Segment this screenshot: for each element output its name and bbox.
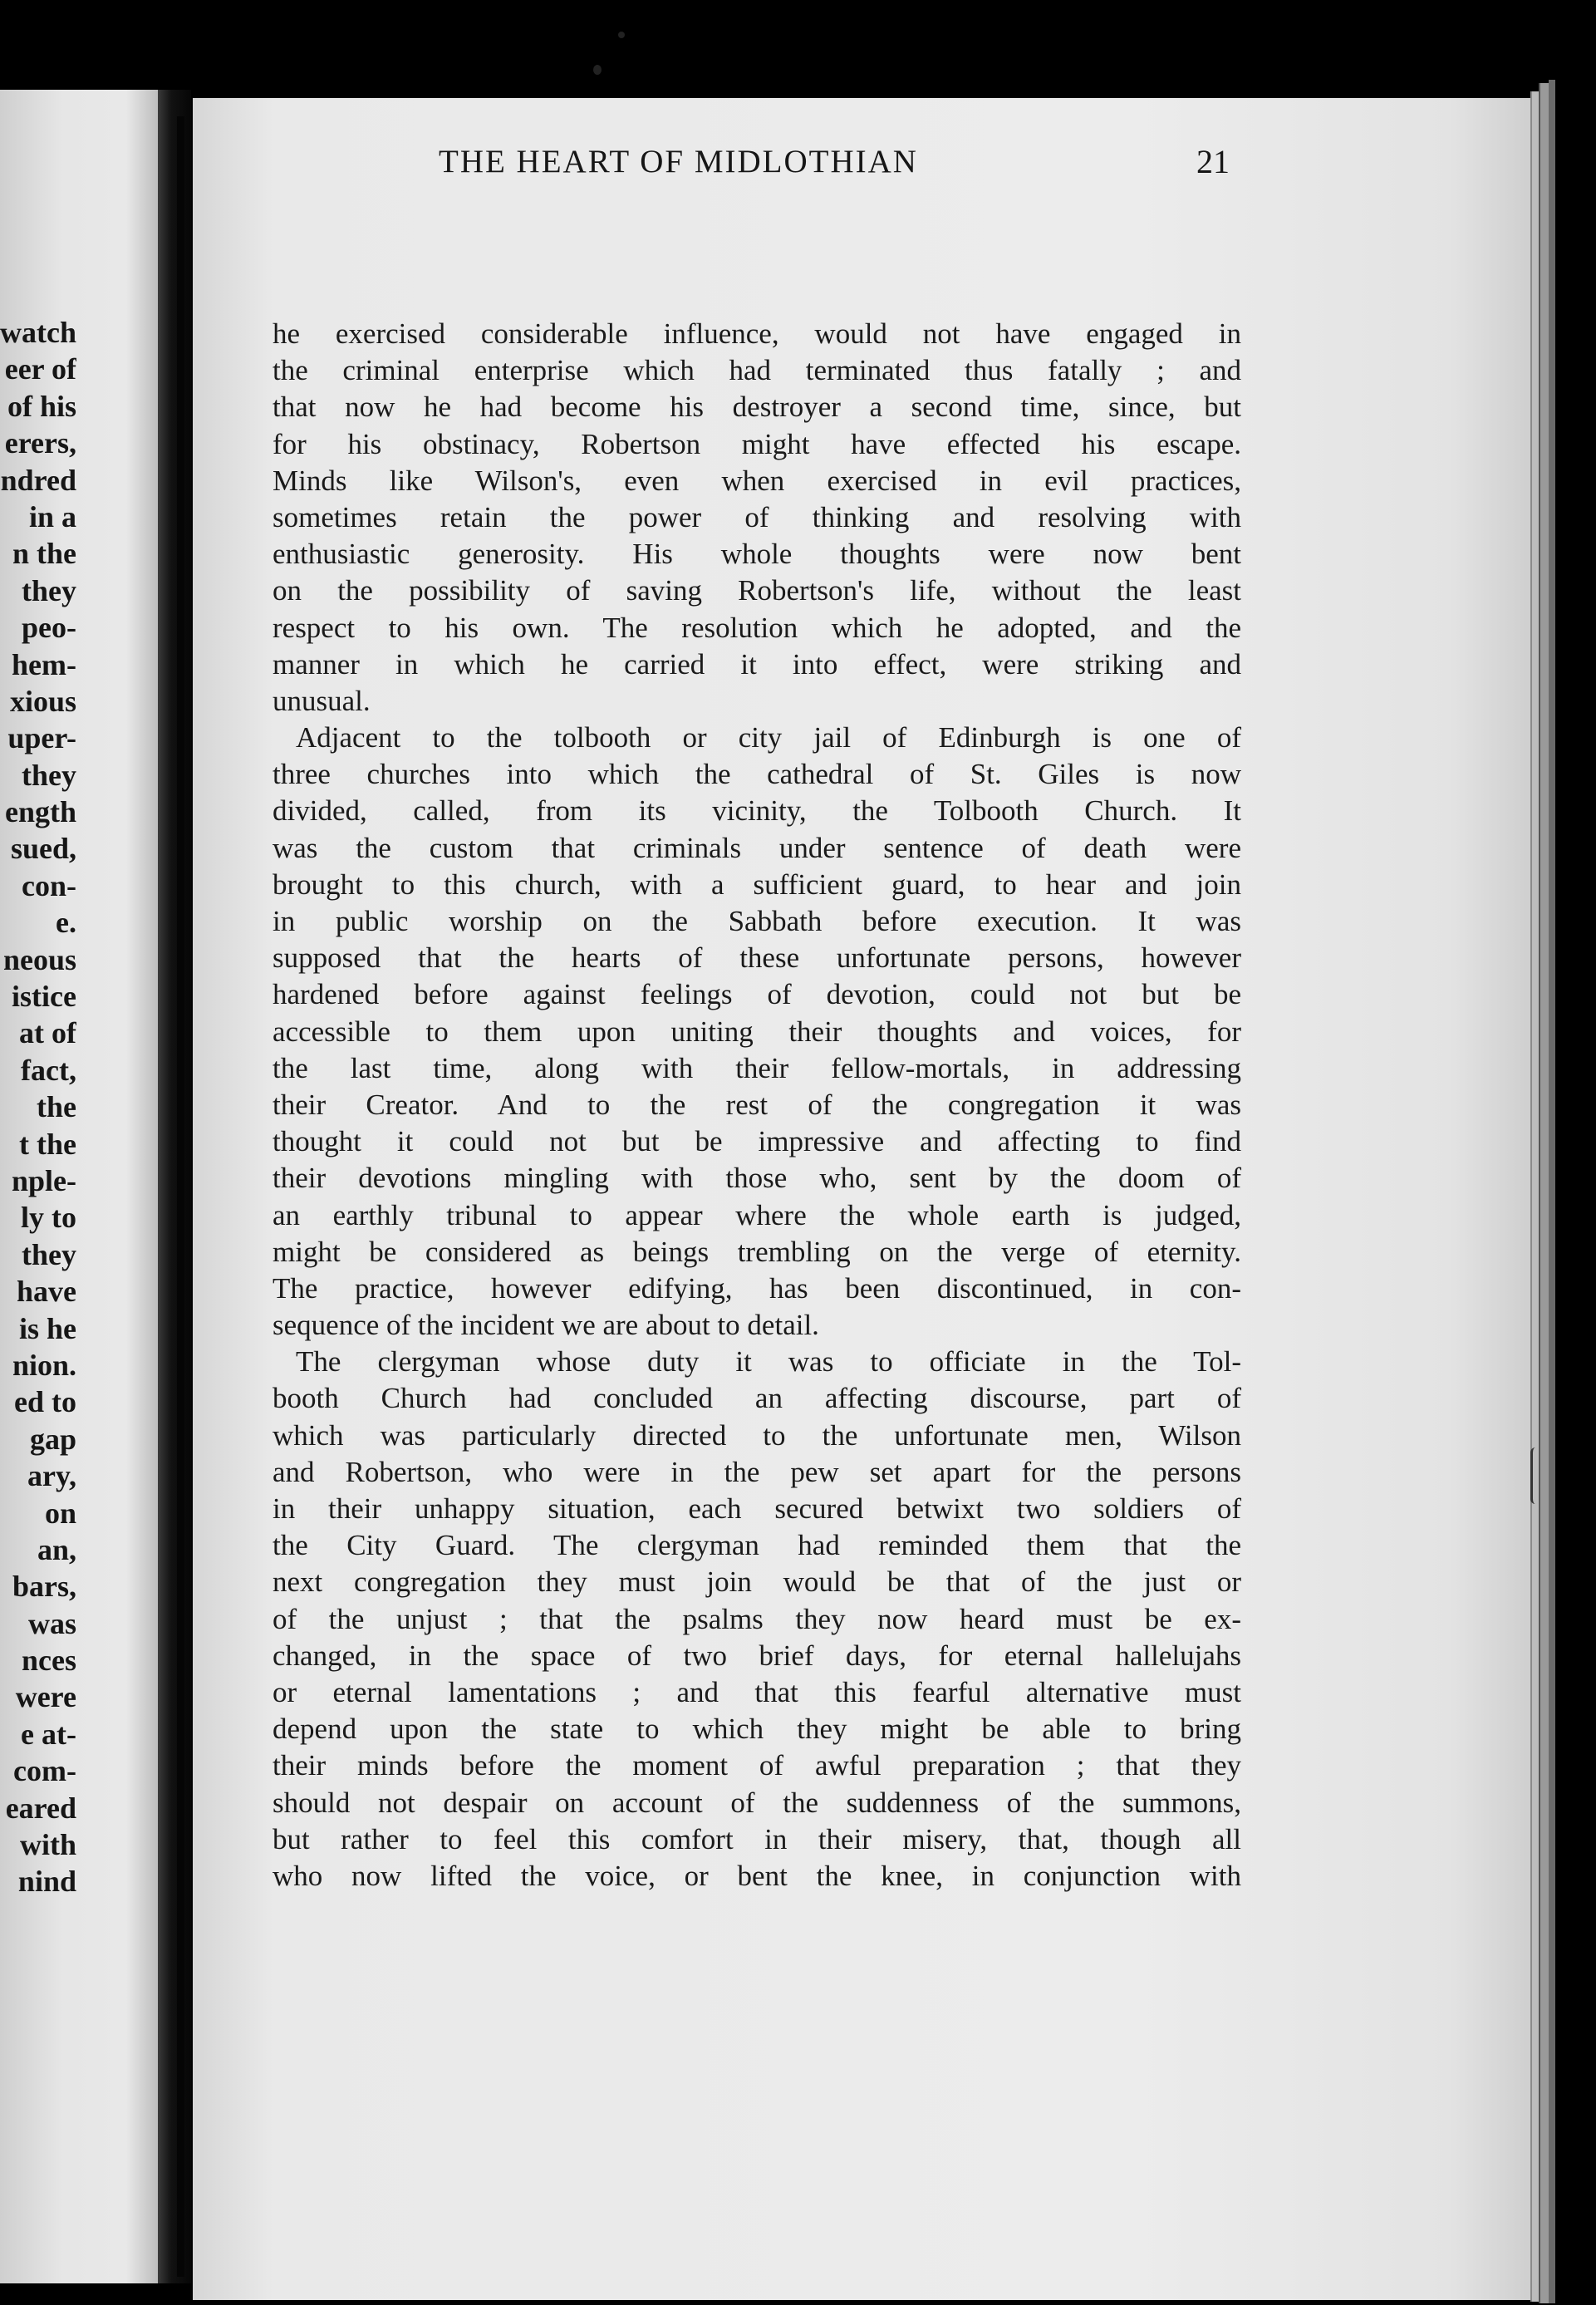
text-line: for his obstinacy, Robertson might have effected his escape. [273,427,1241,460]
text-line: and Robertson, who were in the pew set apart for the persons [273,1455,1241,1488]
text-line: manner in which he carried it into effect, were striking and [273,647,1241,681]
text-line: might be considered as beings trembling on the verge of eternity. [273,1235,1241,1268]
previous-page-line: ly to [21,1201,76,1235]
previous-page-line: is he [18,1311,76,1345]
text-line: next congregation they must join would be that of the just or [273,1565,1241,1599]
text-line: but rather to feel this comfort in their misery, that, though all [273,1822,1241,1855]
previous-page-line: with [19,1828,76,1862]
page-edge [1530,91,1539,2302]
margin-mark [1530,1447,1538,1504]
previous-page-line: nion. [12,1348,76,1382]
ink-speck [618,32,625,38]
previous-page-line: uper- [7,721,76,755]
page-edge [1539,83,1549,2303]
previous-page-line: watch [0,316,76,349]
text-line: unusual. [273,684,371,717]
previous-page-line: nind [17,1865,76,1899]
running-head-title: THE HEART OF MIDLOTHIAN [439,144,918,179]
text-line: sometimes retain the power of thinking and resolving with [273,500,1241,533]
previous-page-line: was [27,1606,76,1640]
text-line: The clergyman whose duty it was to officiate in the Tol- [296,1345,1241,1379]
previous-page-line: sued, [10,832,76,866]
text-line: the last time, along with their fellow-mortals, in addressing [273,1051,1241,1084]
previous-page-line: t the [19,1127,76,1161]
text-line: their Creator. And to the rest of the congregation it was [273,1088,1241,1121]
text-line: he exercised considerable influence, would not have engaged in [273,317,1241,350]
previous-page-line: istice [12,980,76,1014]
text-line: in public worship on the Sabbath before execution. It was [273,905,1241,937]
text-line: The practice, however edifying, has been discontinued, in con- [273,1271,1241,1305]
gutter-shadow [177,116,184,2277]
book-gutter [158,90,191,2283]
text-line: respect to his own. The resolution which he adopted, and the [273,611,1241,644]
text-line: that now he had become his destroyer a second time, since, but [273,391,1241,424]
previous-page-line: ary, [27,1459,76,1493]
text-line: in their unhappy situation, each secured betwixt two soldiers of [273,1492,1241,1525]
text-line: divided, called, from its vicinity, the Tolbooth Church. It [273,794,1241,828]
previous-page-line: neous [2,942,76,976]
previous-page-line: eared [5,1791,76,1825]
text-line: changed, in the space of two brief days, for eternal hallelujahs [273,1639,1241,1672]
text-line: which was particularly directed to the unfortunate men, Wilson [273,1418,1241,1452]
previous-page-line: con- [22,868,76,902]
text-line: brought to this church, with a sufficient guard, to hear and join [273,867,1241,901]
previous-page-line: of his [7,389,76,423]
previous-page-line: e. [56,906,76,940]
previous-page-line: fact, [21,1053,76,1087]
previous-page-line: they [22,573,76,607]
text-line: the City Guard. The clergyman had reminded them that the [273,1529,1241,1562]
previous-page-line: com- [13,1754,76,1788]
previous-page-line: nple- [11,1163,76,1197]
text-line: who now lifted the voice, or bent the knee, in conjunction with [273,1859,1241,1892]
body-text [273,316,1241,1895]
text-line: their devotions mingling with those who, sent by the doom of [273,1162,1241,1195]
previous-page-line: peo- [22,611,76,645]
previous-page-line: on [44,1496,76,1530]
page-number: 21 [1196,143,1230,180]
text-line: Adjacent to the tolbooth or city jail of Edinburgh is one of [296,721,1241,754]
previous-page-line: ength [4,795,76,829]
previous-page-line: ed to [14,1385,76,1419]
text-line: their minds before the moment of awful preparation ; that they [273,1749,1241,1782]
text-line: sequence of the incident we are about to detail. [273,1309,819,1342]
previous-page-line: they [22,1237,76,1271]
text-line: on the possibility of saving Robertson's life, without the least [273,574,1241,607]
running-head [0,143,1596,181]
previous-page-line: hem- [12,647,76,681]
previous-page-line: were [15,1680,76,1714]
previous-page-line: have [17,1275,76,1309]
ink-speck [593,65,602,75]
text-line: supposed that the hearts of these unfortunate persons, however [273,941,1241,975]
previous-page-line: eer of [4,352,76,386]
page-edge [1549,80,1555,2303]
text-line: of the unjust ; that the psalms they now heard must be ex- [273,1602,1241,1635]
previous-page-line: e at- [21,1717,76,1751]
text-line: an earthly tribunal to appear where the whole earth is judged, [273,1198,1241,1231]
text-line: should not despair on account of the suddenness of the summons, [273,1786,1241,1819]
text-line: the criminal enterprise which had terminated thus fatally ; and [273,354,1241,387]
previous-page-line: gap [29,1422,76,1456]
previous-page-line: in a [28,499,76,533]
previous-page-text [0,314,76,1900]
text-line: was the custom that criminals under sentence of death were [273,831,1241,864]
previous-page-line: ndred [0,463,76,497]
text-line: or eternal lamentations ; and that this fearful alternative must [273,1675,1241,1708]
previous-page-line: erers, [4,426,76,460]
text-line: accessible to them upon uniting their thoughts and voices, for [273,1015,1241,1048]
previous-page-line: bars, [12,1570,76,1604]
previous-page-fragment [0,90,158,2283]
previous-page-line: they [22,758,76,792]
text-line: depend upon the state to which they might be able to bring [273,1713,1241,1746]
previous-page-line: xious [9,684,76,718]
text-line: hardened before against feelings of devotion, could not but be [273,978,1241,1011]
text-line: enthusiastic generosity. His whole thoughts were now bent [273,538,1241,571]
text-line: Minds like Wilson's, even when exercised in evil practices, [273,464,1241,497]
previous-page-line: at of [19,1016,76,1050]
text-line: thought it could not but be impressive and affecting to find [273,1125,1241,1158]
previous-page-line: the [37,1090,76,1124]
previous-page-line: an, [37,1532,76,1566]
text-line: booth Church had concluded an affecting discourse, part of [273,1382,1241,1415]
previous-page-line: nces [22,1644,76,1678]
previous-page-line: n the [12,537,76,571]
text-line: three churches into which the cathedral of St. Giles is now [273,758,1241,791]
